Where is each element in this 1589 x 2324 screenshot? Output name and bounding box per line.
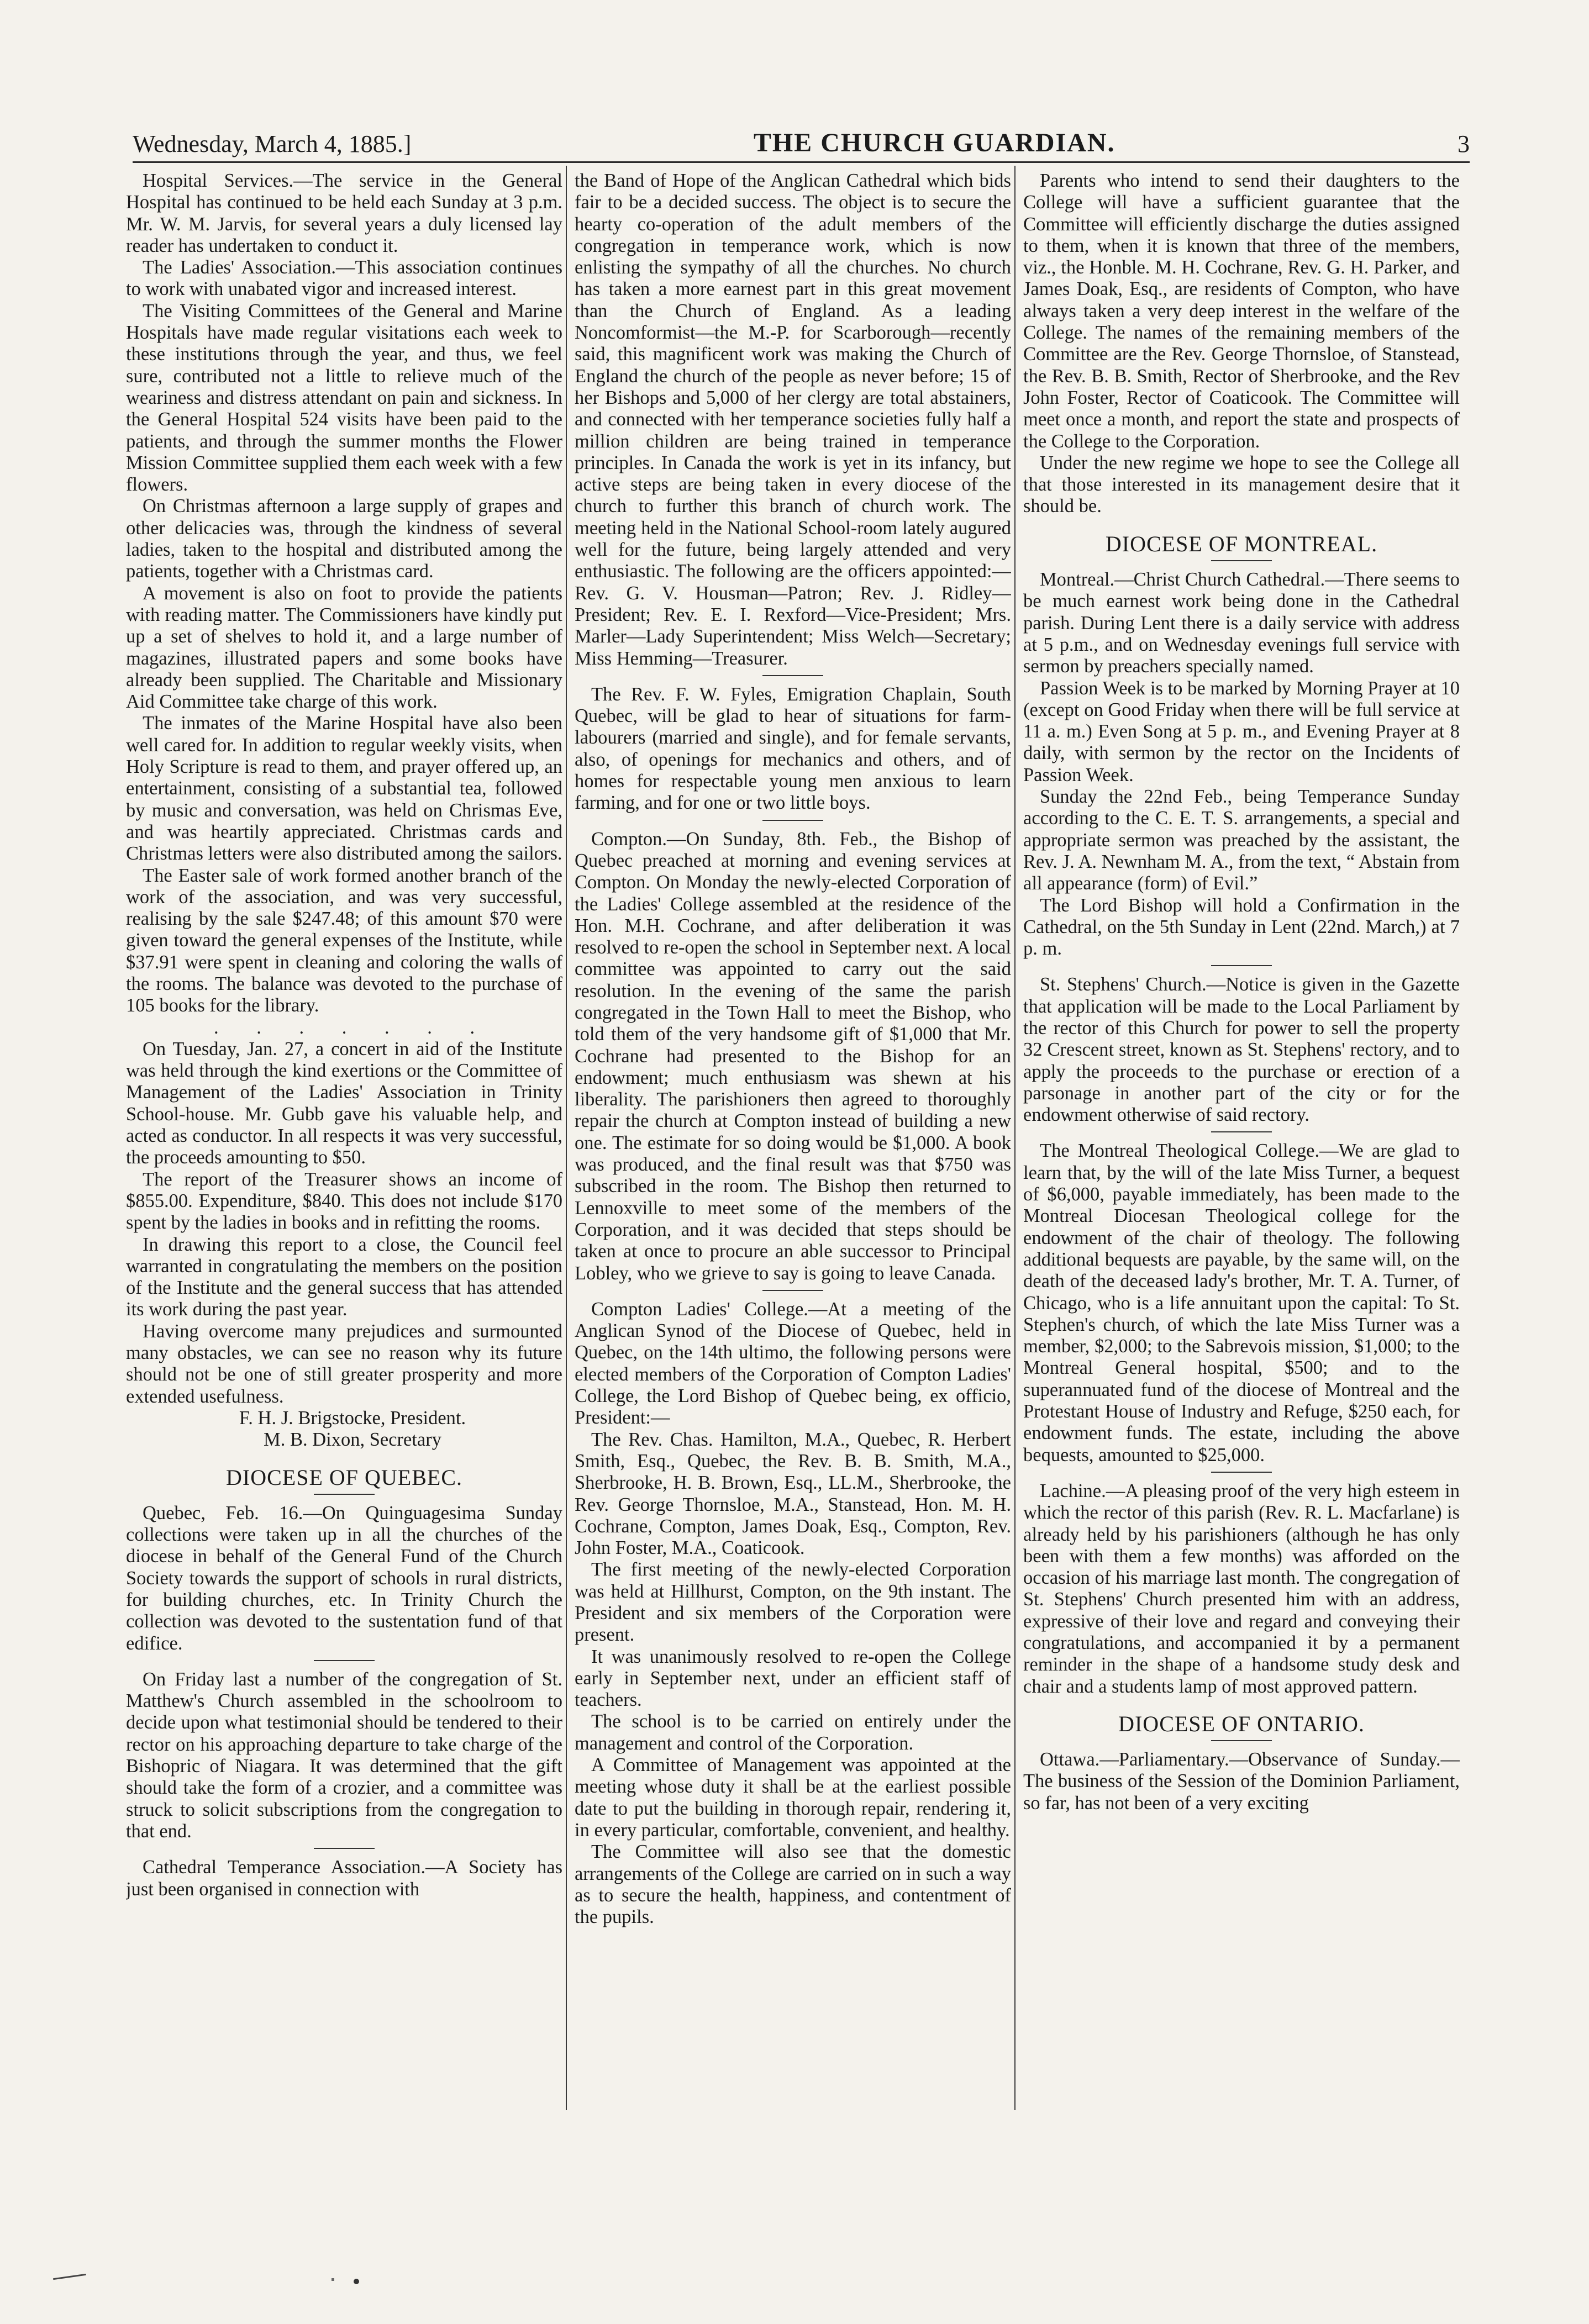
paragraph: Quebec, Feb. 16.—On Quinguagesima Sunday collections were taken up in all the churches of the diocese in behalf of the General Fund of the Church Society towards the support of schools in rural districts, for building churches, etc. In Trinity Church the collection was devoted to the sustentation fund of that edifice. xyxy=(126,1502,562,1654)
paragraph: It was unanimously resolved to re-open the College early in September next, under an efficient staff of teachers. xyxy=(575,1646,1011,1711)
column-divider xyxy=(566,166,567,2110)
column-2 xyxy=(575,170,1011,2104)
paragraph: Having overcome many prejudices and surmounted many obstacles, we can see no reason why its future should not be one of still greater prosperity and more extended usefulness. xyxy=(126,1320,562,1407)
paragraph: Parents who intend to send their daughters to the College will have a sufficient guarantee that the Committee will efficiently discharge the duties assigned to them, when it is known that three of the members, viz., the Honble. M. H. Cochrane, Rev. G. H. Parker, and James Doak, Esq., are residents of Compton, who have always taken a very deep interest in the welfare of the College. The names of the remaining members of the Committee are the Rev. George Thornsloe, of Stanstead, the Rev. B. B. Smith, Rector of Sherbrooke, and the Rev John Foster, Rector of Coaticook. The Committee will meet once a month, and report the state and prospects of the College to the Corporation. xyxy=(1023,170,1460,452)
paragraph: The report of the Treasurer shows an income of $855.00. Expenditure, $840. This does not include $170 spent by the ladies in books and in refitting the rooms. xyxy=(126,1168,562,1234)
paragraph: Compton.—On Sunday, 8th. Feb., the Bishop of Quebec preached at morning and evening services at Compton. On Monday the newly-elected Corporation of the Ladies' College assembled at the residence of the Hon. M.H. Cochrane, and after deliberation it was resolved to re-open the school in September next. A local committee was appointed to carry out the said resolution. In the evening of the same the parish congregated in the Town Hall to meet the Bishop, who told them of the very handsome gift of $1,000 that Mr. Cochrane had presented to the Bishop for an endowment; much enthusiasm was shewn at his liberality. The parishioners then agreed to thoroughly repair the church at Compton instead of building a new one. The estimate for so doing would be $1,000. A book was produced, and the final result was that $750 was subscribed in the room. The Bishop then returned to Lennoxville to meet some of the members of the Corporation, and it was decided that steps should be taken at once to procure an able successor to Principal Lobley, who we grieve to say is going to leave Canada. xyxy=(575,828,1011,1284)
paragraph: The Rev. Chas. Hamilton, M.A., Quebec, R. Herbert Smith, Esq., Quebec, the Rev. B. B. Smith, M.A., Sherbrooke, H. B. Brown, Esq., LL.M., Sherbrooke, the Rev. George Thornsloe, M.A., Stanstead, Hon. M. H. Cochrane, Compton, James Doak, Esq., Compton, Rev. John Foster, M.A., Coaticook. xyxy=(575,1429,1011,1559)
paragraph: On Christmas afternoon a large supply of grapes and other delicacies was, through the kindness of several ladies, taken to the hospital and distributed among the patients, together with a Christmas card. xyxy=(126,496,562,582)
item-rule xyxy=(1211,965,1272,966)
paragraph: Lachine.—A pleasing proof of the very high esteem in which the rector of this parish (Rev. R. L. Macfarlane) is already held by his parishioners (although he has only been with them a few months) was afforded on the occasion of his marriage last month. The congregation of St. Stephens' Church presented him with an address, expressive of their love and regard and conveying their congratulations, and accompanied it by a permanent reminder in the shape of a handsome study desk and chair and a students lamp of most approved pattern. xyxy=(1023,1480,1460,1697)
paragraph: The inmates of the Marine Hospital have also been well cared for. In addition to regular weekly visits, when Holy Scripture is read to them, and prayer offered up, an entertainment, consisting of a substantial tea, followed by music and conversation, was held on Chrismas Eve, and was heartily appreciated. Christmas cards and Christmas letters were also distributed among the sailors. xyxy=(126,713,562,865)
ink-mark xyxy=(53,2274,86,2280)
paragraph: the Band of Hope of the Anglican Cathedral which bids fair to be a decided success. The object is to secure the hearty co-operation of the adult members of the congregation in temperance work, which is now enlisting the sympathy of all the churches. No church has taken a more earnest part in this great movement than the Church of England. As a leading Noncomformist—the M.-P. for Scarborough—recently said, this magnificent work was making the Church of England the church of the people as never before; 15 of her Bishops and 5,000 of her clergy are total abstainers, and connected with her temperance societies fully half a million children are being trained in temperance principles. In Canada the work is yet in its infancy, but active steps are being taken in every diocese of the church to further this branch of church work. The meeting held in the National School-room lately augured well for the future, being largely attended and very enthusiastic. The following are the officers appointed:—Rev. G. V. Housman—Patron; Rev. J. Ridley—President; Rev. E. I. Rexford—Vice-President; Mrs. Marler—Lady Superintendent; Miss Welch—Secretary; Miss Hemming—Treasurer. xyxy=(575,170,1011,669)
paragraph: On Friday last a number of the congregation of St. Matthew's Church assembled in the schoolroom to decide upon what testimonial should be tendered to their rector on his approaching departure to take charge of the Bishopric of Niagara. It was determined that the gift should take the form of a crozier, and a committee was struck to solicit subscriptions from the congregation to that end. xyxy=(126,1668,562,1842)
heading-rule xyxy=(1211,560,1272,561)
section-heading-ontario: DIOCESE OF ONTARIO. xyxy=(1118,1711,1365,1736)
column-3 xyxy=(1023,170,1460,2104)
item-rule xyxy=(762,675,823,676)
paragraph: Cathedral Temperance Association.—A Society has just been organised in connection with xyxy=(126,1857,562,1900)
signature-secretary: M. B. Dixon, Secretary xyxy=(264,1429,441,1451)
ink-speck xyxy=(354,2279,359,2284)
paragraph: A movement is also on foot to provide the patients with reading matter. The Commissioners have kindly put up a set of shelves to hold it, and a large number of magazines, illustrated papers and some books have already been supplied. The Charitable and Missionary Aid Committee take charge of this work. xyxy=(126,582,562,713)
ink-speck xyxy=(332,2278,334,2281)
paragraph: The Visiting Committees of the General and Marine Hospitals have made regular visitations each week to these institutions through the year, and thus, we feel sure, contributed not a little to relieve much of the weariness and distress attendant on pain and sickness. In the General Hospital 524 visits have been paid to the patients, and through the summer months the Flower Mission Committee supplied them each week with a few flowers. xyxy=(126,300,562,496)
masthead-title: THE CHURCH GUARDIAN. xyxy=(753,128,1116,157)
header-date: Wednesday, March 4, 1885.] xyxy=(133,130,412,157)
column-divider xyxy=(1014,166,1016,2110)
paragraph: The Lord Bishop will hold a Confirmation in the Cathedral, on the 5th Sunday in Lent (22nd. March,) at 7 p. m. xyxy=(1023,894,1460,960)
item-rule xyxy=(1211,1472,1272,1473)
heading-rule xyxy=(314,1494,375,1495)
item-rule xyxy=(762,1290,823,1291)
section-heading-quebec: DIOCESE OF QUEBEC. xyxy=(225,1464,463,1490)
paragraph: The Easter sale of work formed another branch of the work of the association, and was very successful, realising by the sale $247.48; of this amount $70 were given toward the general expenses of the Institute, while $37.91 were spent in cleaning and coloring the walls of the rooms. The balance was devoted to the purchase of 105 books for the library. xyxy=(126,865,562,1016)
paragraph: The Ladies' Association.—This association continues to work with unabated vigor and increased interest. xyxy=(126,257,562,300)
paragraph: Compton Ladies' College.—At a meeting of the Anglican Synod of the Diocese of Quebec, held in Quebec, on the 14th ultimo, the following persons were elected members of the Corporation of Compton Ladies' College, the Lord Bishop of Quebec being, ex officio, President:— xyxy=(575,1298,1011,1429)
page-number: 3 xyxy=(1458,130,1470,157)
paragraph: Under the new regime we hope to see the College all that those interested in its management desire that it should be. xyxy=(1023,452,1460,517)
paragraph: A Committee of Management was appointed at the meeting whose duty it shall be at the earliest possible date to put the building in thorough repair, rendering it, in every particular, comfortable, convenient, and healthy. xyxy=(575,1754,1011,1841)
paragraph: In drawing this report to a close, the Council feel warranted in congratulating the members on the position of the Institute and the general success that has attended its work during the past year. xyxy=(126,1234,562,1320)
paragraph: The Rev. F. W. Fyles, Emigration Chaplain, South Quebec, will be glad to hear of situations for farm-labourers (married and single), and for female servants, also, of openings for mechanics and others, and of homes for respectable young men anxious to learn farming, and for one or two little boys. xyxy=(575,683,1011,814)
paragraph: Montreal.—Christ Church Cathedral.—There seems to be much earnest work being done in the Cathedral parish. During Lent there is a daily service with address at 5 p.m., and on Wednesday evenings full service with sermon by preachers specially named. xyxy=(1023,569,1460,677)
paragraph: The school is to be carried on entirely under the management and control of the Corporation. xyxy=(575,1711,1011,1754)
paragraph: The Committee will also see that the domestic arrangements of the College are carried on in such a way as to secure the health, happiness, and contentment of the pupils. xyxy=(575,1841,1011,1928)
paragraph: Hospital Services.—The service in the General Hospital has continued to be held each Sunday at 3 p.m. Mr. W. M. Jarvis, for several years a duly licensed lay reader has undertaken to conduct it. xyxy=(126,170,562,256)
paragraph: The first meeting of the newly-elected Corporation was held at Hillhurst, Compton, on the 9th instant. The President and six members of the Corporation were present. xyxy=(575,1559,1011,1646)
column-1 xyxy=(126,170,562,2104)
section-heading-montreal: DIOCESE OF MONTREAL. xyxy=(1105,531,1378,556)
heading-rule xyxy=(1211,1740,1272,1741)
item-rule xyxy=(1211,1131,1272,1132)
page-header xyxy=(133,126,1470,163)
paragraph: Sunday the 22nd Feb., being Temperance Sunday according to the C. E. T. S. arrangements, a special and appropriate sermon was preached by the assistant, the Rev. J. A. Newnham M. A., from the text, “ Abstain from all appearance (form) of Evil.” xyxy=(1023,786,1460,894)
item-rule xyxy=(314,1660,375,1661)
paragraph: On Tuesday, Jan. 27, a concert in aid of the Institute was held through the kind exertions or the Committee of Management of the Ladies' Association in Trinity School-house. Mr. Gubb gave his valuable help, and acted as conductor. In all respects it was very successful, the proceeds amounting to $50. xyxy=(126,1038,562,1168)
signature-president: F. H. J. Brigstocke, President. xyxy=(239,1407,466,1429)
paragraph: St. Stephens' Church.—Notice is given in the Gazette that application will be made to the Local Parliament by the rector of this Church for power to sell the property 32 Crescent street, known as St. Stephens' rectory, and to apply the proceeds to the purchase or erection of a parsonage in another part of the city or for the endowment otherwise of said rectory. xyxy=(1023,974,1460,1126)
paragraph: Ottawa.—Parliamentary.—Observance of Sunday.—The business of the Session of the Dominion Parliament, so far, has not been of a very exciting xyxy=(1023,1749,1460,1814)
paragraph: Passion Week is to be marked by Morning Prayer at 10 (except on Good Friday when there will be full service at 11 a. m.) Even Song at 5 p. m., and Evening Prayer at 8 daily, with sermon by the rector on the Incidents of Passion Week. xyxy=(1023,677,1460,786)
separator-dots: . . . . . . . xyxy=(213,1016,492,1038)
paragraph: The Montreal Theological College.—We are glad to learn that, by the will of the late Miss Turner, a bequest of $6,000, payable immediately, has been made to the Montreal Diocesan Theological college for the endowment of the chair of theology. The following additional bequests are payable, by the same will, on the death of the deceased lady's brother, Mr. T. A. Turner, of Chicago, who is a life annuitant upon the capital: To St. Stephen's church, of which the late Miss Turner was a member, $2,000; to the Sabrevois mission, $1,000; to the Montreal General hospital, $500; and to the superannuated fund of the diocese of Montreal and the Protestant House of Industry and Refuge, $250 each, for endowment funds. The estate, including the above bequests, amounted to $25,000. xyxy=(1023,1140,1460,1466)
item-rule xyxy=(762,820,823,821)
item-rule xyxy=(314,1848,375,1849)
